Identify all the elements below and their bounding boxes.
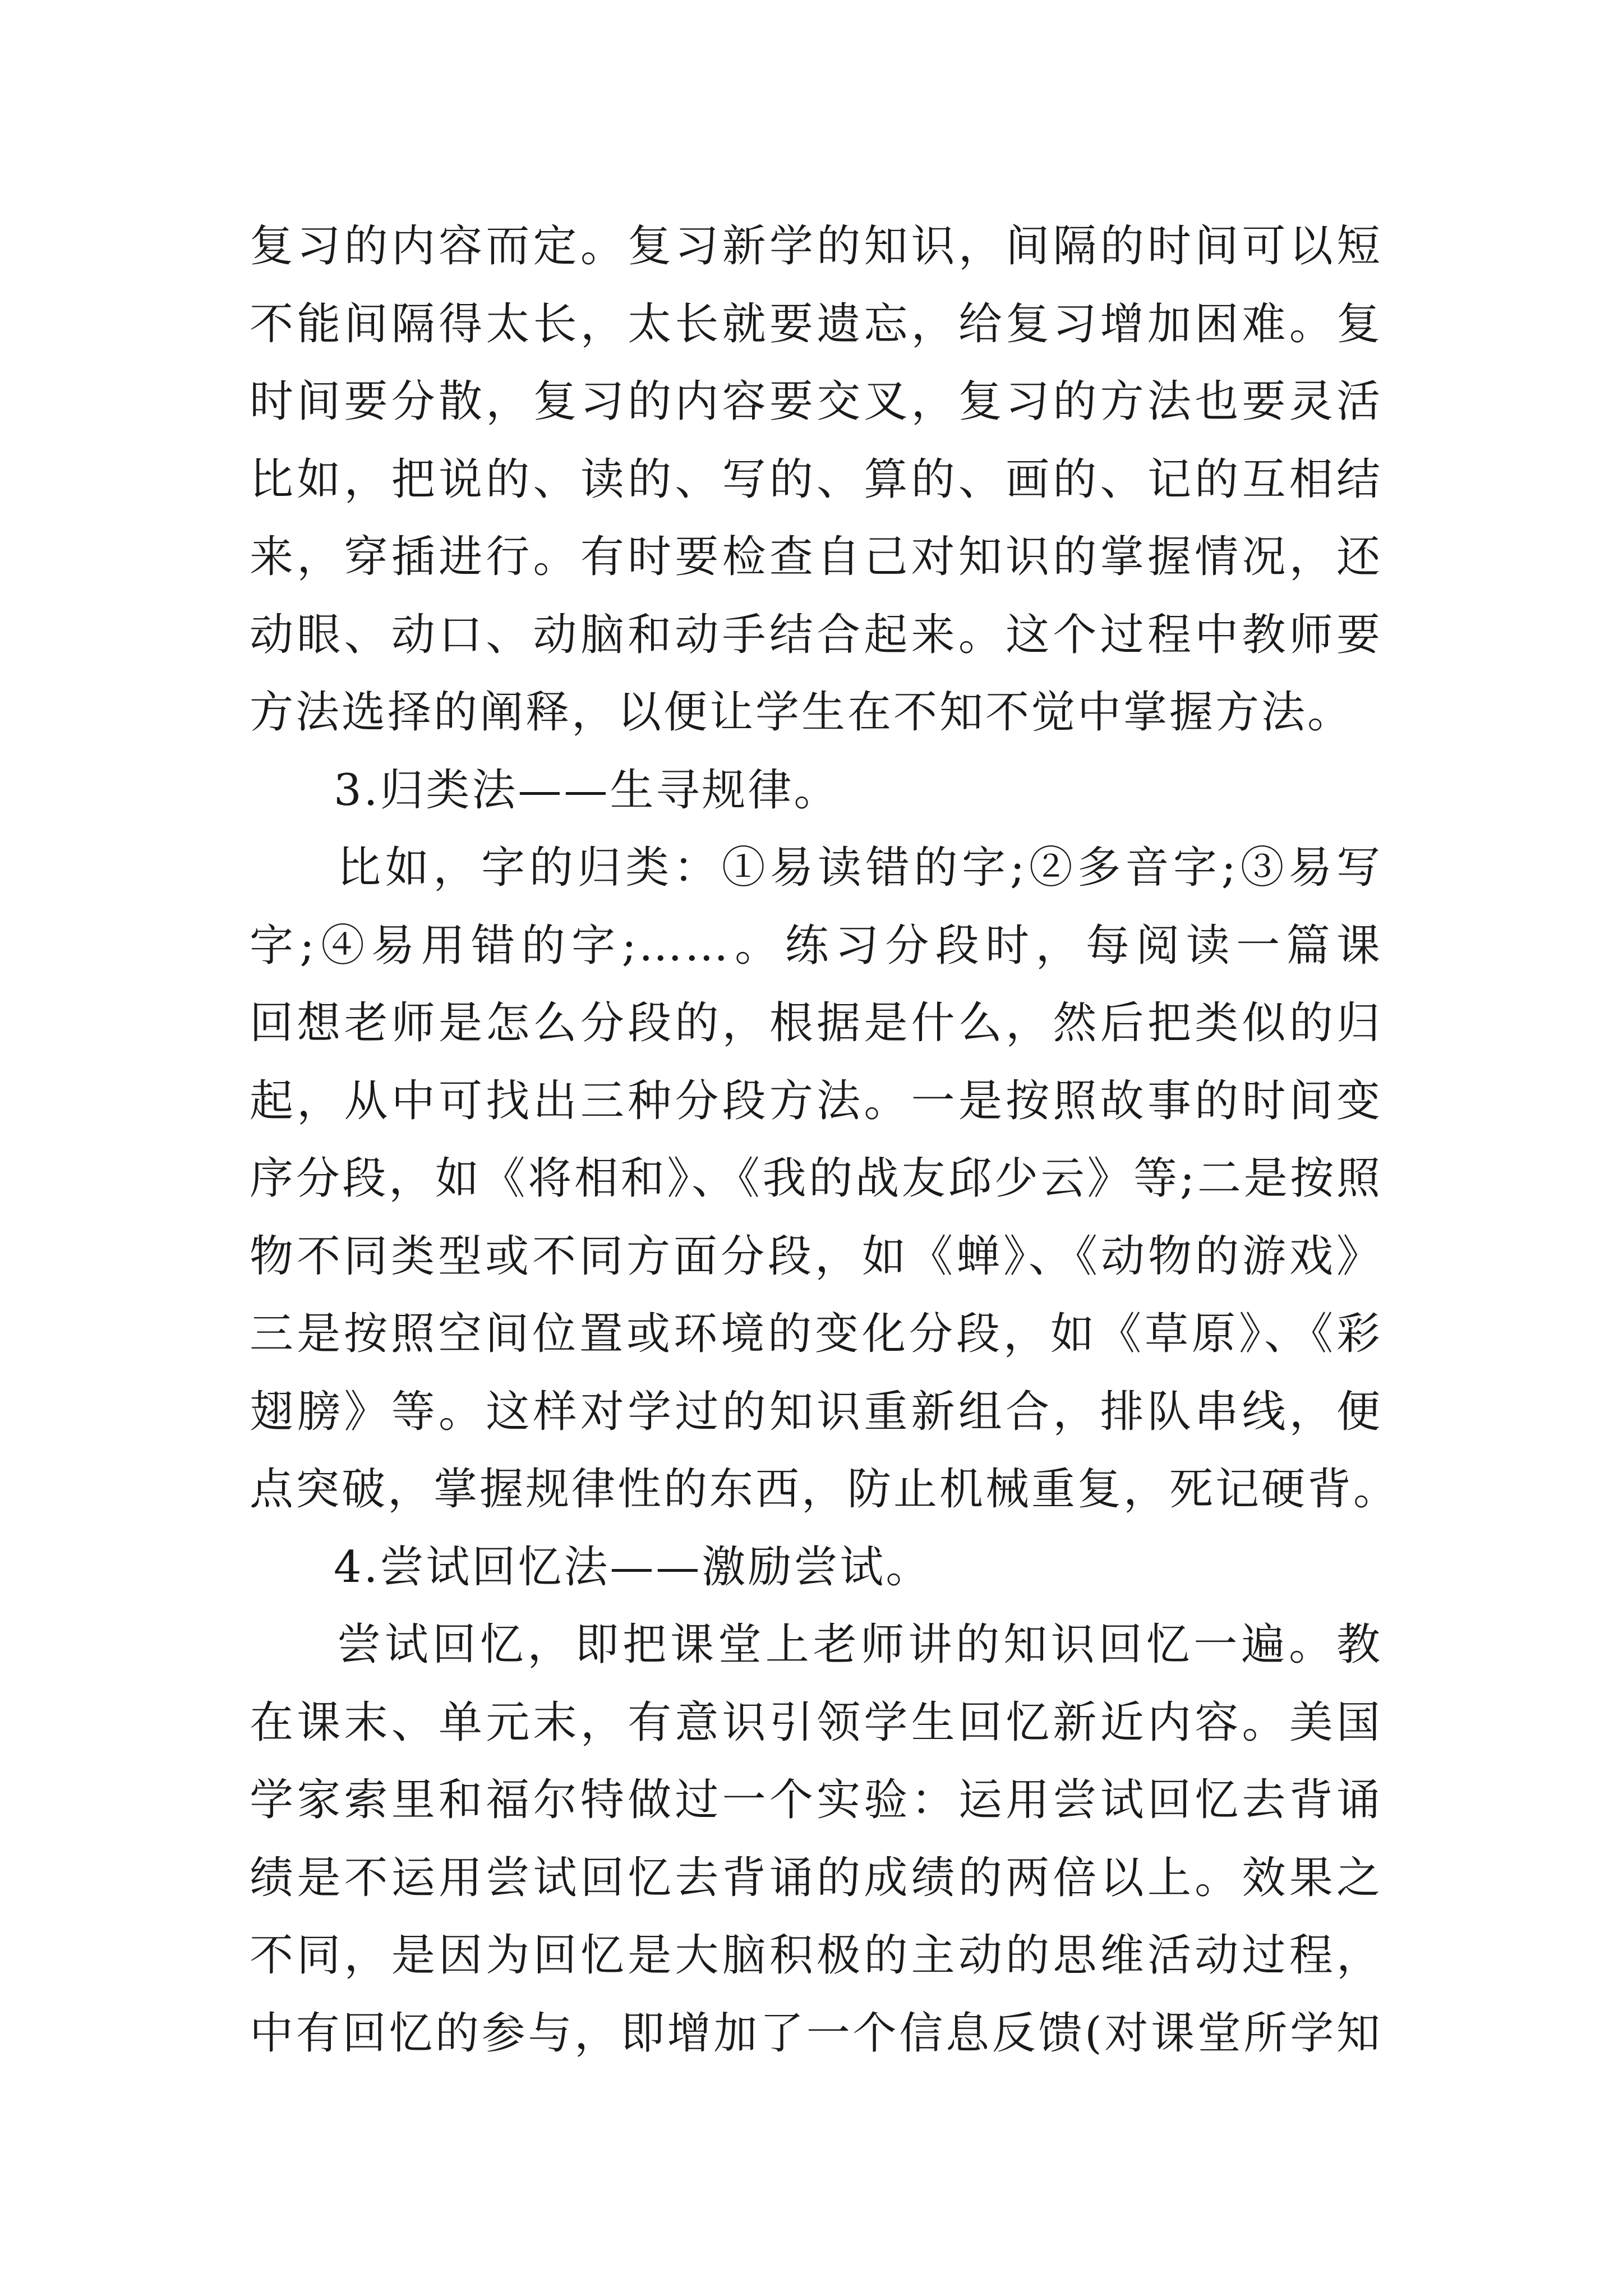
text-line: 回想老师是怎么分段的，根据是什么，然后把类似的归 [250, 998, 1382, 1048]
text-line: 动眼、动口、动脑和动手结合起来。这个过程中教师要 [250, 609, 1382, 660]
text-line: 在课末、单元末，有意识引领学生回忆新近内容。美国 [250, 1697, 1382, 1748]
text-line: 学家索里和福尔特做过一个实验：运用尝试回忆去背诵 [250, 1775, 1382, 1825]
text-line: 比如，字的归类：①易读错的字;②多音字;③易写 [337, 843, 1382, 893]
text-line: 时间要分散，复习的内容要交叉，复习的方法也要灵活 [250, 376, 1382, 427]
paragraph-classification [250, 829, 1400, 1529]
text-line: 尝试回忆，即把课堂上老师讲的知识回忆一遍。教 [337, 1619, 1382, 1670]
text-line: 复习的内容而定。复习新学的知识，间隔的时间可以短 [250, 221, 1382, 272]
text-line: 不能间隔得太长，太长就要遗忘，给复习增加困难。复 [250, 298, 1382, 349]
text-line: 三是按照空间位置或环境的变化分段，如《草原》、《彩 [250, 1309, 1382, 1359]
text-line: 方法选择的阐释，以便让学生在不知不觉中掌握方法。 [250, 687, 1354, 738]
section-heading-3: 3.归类法——生寻规律。 [334, 765, 840, 816]
section-heading-4: 4.尝试回忆法——激励尝试。 [334, 1542, 932, 1593]
text-line: 点突破，掌握规律性的东西，防止机械重复，死记硬背。 [250, 1464, 1400, 1515]
text-line: 不同，是因为回忆是大脑积极的主动的思维活动过程， [250, 1930, 1382, 1981]
text-line: 中有回忆的参与，即增加了一个信息反馈(对课堂所学知 [250, 2008, 1382, 2059]
paragraph-continuation [250, 208, 1382, 752]
text-line: 起，从中可找出三种分段方法。一是按照故事的时间变 [250, 1075, 1382, 1126]
text-line: 来，穿插进行。有时要检查自己对知识的掌握情况，还 [250, 532, 1382, 582]
text-line: 物不同类型或不同方面分段，如《蝉》、《动物的游戏》 [250, 1231, 1382, 1282]
paragraph-recall [250, 1606, 1382, 2072]
document-body [250, 208, 1400, 2072]
text-line: 序分段，如《将相和》、《我的战友邱少云》等;二是按照 [250, 1153, 1382, 1204]
text-line: 翅膀》等。这样对学过的知识重新组合，排队串线，便 [250, 1386, 1382, 1437]
text-line: 比如，把说的、读的、写的、算的、画的、记的互相结 [250, 454, 1382, 505]
text-line: 绩是不运用尝试回忆去背诵的成绩的两倍以上。效果之 [250, 1852, 1382, 1903]
text-line: 字;④易用错的字;……。练习分段时，每阅读一篇课 [250, 920, 1382, 971]
